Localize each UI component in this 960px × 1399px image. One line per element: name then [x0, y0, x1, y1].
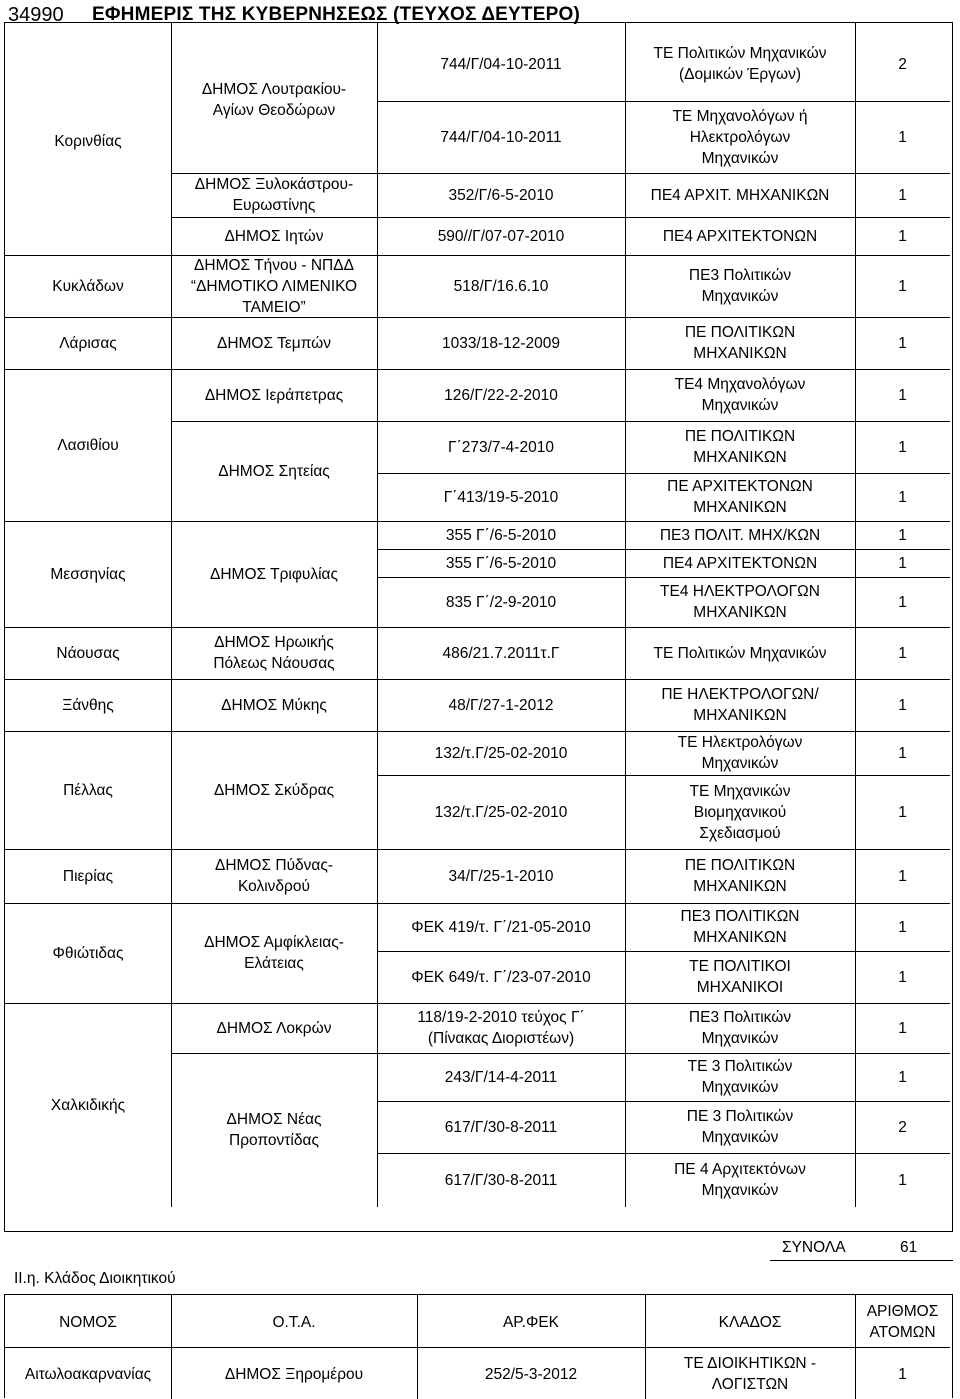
count-cell: 2	[898, 1118, 907, 1136]
row-divider	[171, 521, 377, 522]
klados-cell: ΠΕ 4 Αρχιτεκτόνων Μηχανικών	[674, 1161, 806, 1199]
klados-cell: ΠΕ3 Πολιτικών Μηχανικών	[688, 1009, 792, 1047]
count-cell: 1	[898, 277, 907, 295]
count-cell: 1	[898, 554, 907, 572]
row-divider	[377, 1153, 950, 1154]
klados-cell: ΤΕ 3 Πολιτικών Μηχανικών	[687, 1058, 793, 1096]
ota-cell: ΔΗΜΟΣ Ιητών	[224, 227, 324, 245]
klados-cell: ΠΕ ΗΛΕΚΤΡΟΛΟΓΩΝ/ ΜΗΧΑΝΙΚΩΝ	[661, 686, 819, 724]
row-divider	[377, 101, 950, 102]
section2-cell: ΔΗΜΟΣ Ξηρομέρου	[224, 1365, 364, 1383]
fek-cell: 34/Γ/25-1-2010	[448, 867, 554, 885]
klados-cell: ΠΕ ΠΟΛΙΤΙΚΩΝ ΜΗΧΑΝΙΚΩΝ	[684, 324, 796, 362]
ota-cell: ΔΗΜΟΣ Πύδνας- Κολινδρού	[214, 857, 334, 895]
column-divider	[855, 23, 856, 1207]
row-divider	[377, 679, 950, 680]
row-divider	[171, 679, 377, 680]
row-divider	[377, 849, 950, 850]
klados-cell: ΠΕ ΠΟΛΙΤΙΚΩΝ ΜΗΧΑΝΙΚΩΝ	[684, 428, 796, 466]
nomos-cell: Μεσσηνίας	[50, 565, 126, 583]
klados-cell: ΠΕ3 ΠΟΛΙΤ. ΜΗΧ/ΚΩΝ	[659, 526, 821, 544]
fek-cell: 835 Γ΄/2-9-2010	[445, 593, 557, 611]
fek-cell: 132/τ.Γ/25-02-2010	[434, 803, 568, 821]
fek-cell: 243/Γ/14-4-2011	[444, 1068, 558, 1086]
row-divider	[5, 627, 171, 628]
fek-cell: 48/Γ/27-1-2012	[448, 696, 554, 714]
ota-cell: ΔΗΜΟΣ Αμφίκλειας- Ελάτειας	[204, 934, 344, 972]
count-cell: 1	[898, 696, 907, 714]
fek-cell: 617/Γ/30-8-2011	[444, 1118, 558, 1136]
row-divider	[5, 849, 171, 850]
ota-cell: ΔΗΜΟΣ Σητείας	[218, 462, 330, 480]
nomos-cell: Φθιώτιδας	[52, 944, 124, 962]
fek-cell: Γ΄273/7-4-2010	[448, 438, 554, 456]
nomos-cell: Κυκλάδων	[52, 277, 124, 295]
column-divider	[625, 23, 626, 1207]
fek-cell: ΦΕΚ 649/τ. Γ΄/23-07-2010	[411, 968, 591, 986]
section2-header-divider	[5, 1347, 950, 1348]
nomos-cell: Πιερίας	[62, 867, 114, 885]
count-cell: 1	[898, 644, 907, 662]
klados-cell: ΠΕ 3 Πολιτικών Μηχανικών	[686, 1108, 794, 1146]
row-divider	[5, 679, 171, 680]
row-divider	[377, 549, 950, 550]
gazette-title: ΕΦΗΜΕΡΙΣ ΤΗΣ ΚΥΒΕΡΝΗΣΕΩΣ (ΤΕΥΧΟΣ ΔΕΥΤΕΡΟ)	[92, 4, 580, 25]
section2-cell: 252/5-3-2012	[484, 1365, 578, 1383]
klados-cell: ΠΕ ΑΡΧΙΤΕΚΤΟΝΩΝ ΜΗΧΑΝΙΚΩΝ	[667, 478, 813, 516]
row-divider	[171, 317, 377, 318]
nomos-cell: Πέλλας	[63, 781, 113, 799]
fek-cell: Γ΄413/19-5-2010	[443, 488, 559, 506]
row-divider	[5, 317, 171, 318]
row-divider	[377, 775, 950, 776]
ota-cell: ΔΗΜΟΣ Ηρωικής Πόλεως Νάουσας	[213, 634, 335, 672]
row-divider	[377, 627, 950, 628]
fek-cell: 355 Γ΄/6-5-2010	[445, 554, 557, 572]
ota-cell: ΔΗΜΟΣ Νέας Προποντίδας	[226, 1111, 322, 1149]
ota-cell: ΔΗΜΟΣ Μύκης	[221, 696, 327, 714]
section2-column-divider	[855, 1295, 856, 1399]
count-cell: 1	[898, 968, 907, 986]
row-divider	[377, 255, 950, 256]
row-divider	[5, 521, 171, 522]
row-divider	[171, 903, 377, 904]
klados-cell: ΠΕ4 ΑΡΧΙΤ. ΜΗΧΑΝΙΚΩΝ	[650, 186, 830, 204]
totals-value: 61	[900, 1239, 918, 1256]
count-cell: 1	[898, 1171, 907, 1189]
count-cell: 1	[898, 438, 907, 456]
fek-cell: 744/Γ/04-10-2011	[440, 55, 562, 73]
klados-cell: ΤΕ Ηλεκτρολόγων Μηχανικών	[677, 734, 803, 772]
row-divider	[171, 849, 377, 850]
section2-table	[4, 1294, 953, 1398]
count-cell: 1	[898, 386, 907, 404]
count-cell: 1	[898, 593, 907, 611]
nomos-cell: Ξάνθης	[62, 696, 114, 714]
count-cell: 1	[898, 488, 907, 506]
fek-cell: 118/19-2-2010 τεύχος Γ΄ (Πίνακας Διοριστέων)	[417, 1009, 585, 1047]
row-divider	[377, 369, 950, 370]
row-divider	[171, 1003, 377, 1004]
fek-cell: 617/Γ/30-8-2011	[444, 1171, 558, 1189]
row-divider	[377, 1003, 950, 1004]
fek-cell: ΦΕΚ 419/τ. Γ΄/21-05-2010	[411, 918, 591, 936]
count-cell: 1	[898, 128, 907, 146]
ota-cell: ΔΗΜΟΣ Ξυλοκάστρου- Ευρωστίνης	[194, 176, 354, 214]
section2-column-header: ΚΛΑΔΟΣ	[718, 1313, 782, 1331]
ota-cell: ΔΗΜΟΣ Τήνου - ΝΠΔΔ “ΔΗΜΟΤΙΚΟ ΛΙΜΕΝΙΚΟ ΤΑΜΕΙΟ”	[190, 256, 358, 316]
row-divider	[171, 731, 377, 732]
row-divider	[377, 317, 950, 318]
section2-cell: ΤΕ ΔΙΟΙΚΗΤΙΚΩΝ - ΛΟΓΙΣΤΩΝ	[683, 1355, 817, 1393]
nomos-cell: Χαλκιδικής	[50, 1096, 126, 1114]
column-divider	[171, 23, 172, 1207]
engineers-table	[4, 22, 953, 1232]
section2-heading: ΙΙ.η. Κλάδος Διοικητικού	[14, 1270, 176, 1287]
klados-cell: ΤΕ Πολιτικών Μηχανικών	[653, 644, 827, 662]
klados-cell: ΠΕ4 ΑΡΧΙΤΕΚΤΟΝΩΝ	[662, 227, 818, 245]
section2-column-header: ΑΡΙΘΜΟΣ ΑΤΟΜΩΝ	[866, 1303, 939, 1341]
row-divider	[171, 421, 377, 422]
section2-column-header: ΑΡ.ΦΕΚ	[502, 1313, 560, 1331]
fek-cell: 744/Γ/04-10-2011	[440, 128, 562, 146]
section2-cell: Αιτωλοακαρνανίας	[24, 1365, 152, 1383]
fek-cell: 590//Γ/07-07-2010	[437, 227, 565, 245]
section2-column-divider	[171, 1295, 172, 1399]
row-divider	[171, 173, 377, 174]
section2-cell: 1	[898, 1365, 907, 1383]
ota-cell: ΔΗΜΟΣ Σκύδρας	[213, 781, 335, 799]
page-number: 34990	[8, 4, 64, 26]
count-cell: 1	[898, 334, 907, 352]
ota-cell: ΔΗΜΟΣ Τριφυλίας	[209, 565, 338, 583]
klados-cell: ΠΕ ΠΟΛΙΤΙΚΩΝ ΜΗΧΑΝΙΚΩΝ	[684, 857, 796, 895]
row-divider	[377, 731, 950, 732]
nomos-cell: Λασιθίου	[57, 436, 119, 454]
row-divider	[171, 1053, 377, 1054]
row-divider	[377, 217, 950, 218]
klados-cell: ΠΕ3 Πολιτικών Μηχανικών	[688, 267, 792, 305]
klados-cell: ΤΕ4 ΗΛΕΚΤΡΟΛΟΓΩΝ ΜΗΧΑΝΙΚΩΝ	[660, 583, 820, 621]
row-divider	[377, 473, 950, 474]
nomos-cell: Νάουσας	[56, 644, 120, 662]
row-divider	[171, 217, 377, 218]
klados-cell: ΠΕ4 ΑΡΧΙΤΕΚΤΟΝΩΝ	[662, 554, 818, 572]
ota-cell: ΔΗΜΟΣ Λοκρών	[216, 1019, 332, 1037]
row-divider	[377, 951, 950, 952]
section2-column-header: Ο.Τ.Α.	[272, 1313, 316, 1331]
row-divider	[171, 255, 377, 256]
count-cell: 1	[898, 744, 907, 762]
row-divider	[5, 369, 171, 370]
ota-cell: ΔΗΜΟΣ Λουτρακίου- Αγίων Θεοδώρων	[201, 81, 347, 119]
row-divider	[171, 369, 377, 370]
fek-cell: 352/Γ/6-5-2010	[448, 186, 554, 204]
row-divider	[5, 903, 171, 904]
row-divider	[377, 1053, 950, 1054]
klados-cell: ΤΕ Μηχανικών Βιομηχανικού Σχεδιασμού	[689, 782, 791, 842]
fek-cell: 518/Γ/16.6.10	[453, 277, 549, 295]
row-divider	[5, 731, 171, 732]
klados-cell: ΠΕ3 ΠΟΛΙΤΙΚΩΝ ΜΗΧΑΝΙΚΩΝ	[680, 908, 800, 946]
klados-cell: ΤΕ ΠΟΛΙΤΙΚΟΙ ΜΗΧΑΝΙΚΟΙ	[689, 958, 791, 996]
row-divider	[5, 1003, 171, 1004]
count-cell: 1	[898, 227, 907, 245]
count-cell: 1	[898, 803, 907, 821]
fek-cell: 486/21.7.2011τ.Γ	[442, 644, 560, 662]
fek-cell: 126/Γ/22-2-2010	[444, 386, 558, 404]
row-divider	[377, 577, 950, 578]
row-divider	[377, 521, 950, 522]
count-cell: 1	[898, 186, 907, 204]
count-cell: 1	[898, 867, 907, 885]
column-divider	[377, 23, 378, 1207]
row-divider	[171, 627, 377, 628]
totals-underline	[770, 1260, 953, 1261]
fek-cell: 1033/18-12-2009	[441, 334, 561, 352]
section2-column-divider	[645, 1295, 646, 1399]
row-divider	[5, 255, 171, 256]
fek-cell: 355 Γ΄/6-5-2010	[445, 526, 557, 544]
klados-cell: ΤΕ Μηχανολόγων ή Ηλεκτρολόγων Μηχανικών	[672, 107, 808, 167]
section2-column-header: ΝΟΜΟΣ	[59, 1313, 117, 1331]
count-cell: 1	[898, 526, 907, 544]
row-divider	[377, 903, 950, 904]
nomos-cell: Λάρισας	[59, 334, 117, 352]
klados-cell: ΤΕ4 Μηχανολόγων Μηχανικών	[674, 376, 806, 414]
totals-label: ΣΥΝΟΛΑ	[782, 1239, 846, 1256]
ota-cell: ΔΗΜΟΣ Τεμπών	[216, 334, 332, 352]
count-cell: 2	[898, 55, 907, 73]
count-cell: 1	[898, 918, 907, 936]
ota-cell: ΔΗΜΟΣ Ιεράπετρας	[204, 386, 344, 404]
fek-cell: 132/τ.Γ/25-02-2010	[434, 744, 568, 762]
row-divider	[377, 1101, 950, 1102]
count-cell: 1	[898, 1019, 907, 1037]
row-divider	[377, 421, 950, 422]
nomos-cell: Κορινθίας	[54, 132, 122, 150]
section2-column-divider	[417, 1295, 418, 1399]
klados-cell: ΤΕ Πολιτικών Μηχανικών (Δομικών Έργων)	[653, 45, 827, 83]
count-cell: 1	[898, 1068, 907, 1086]
row-divider	[377, 173, 950, 174]
